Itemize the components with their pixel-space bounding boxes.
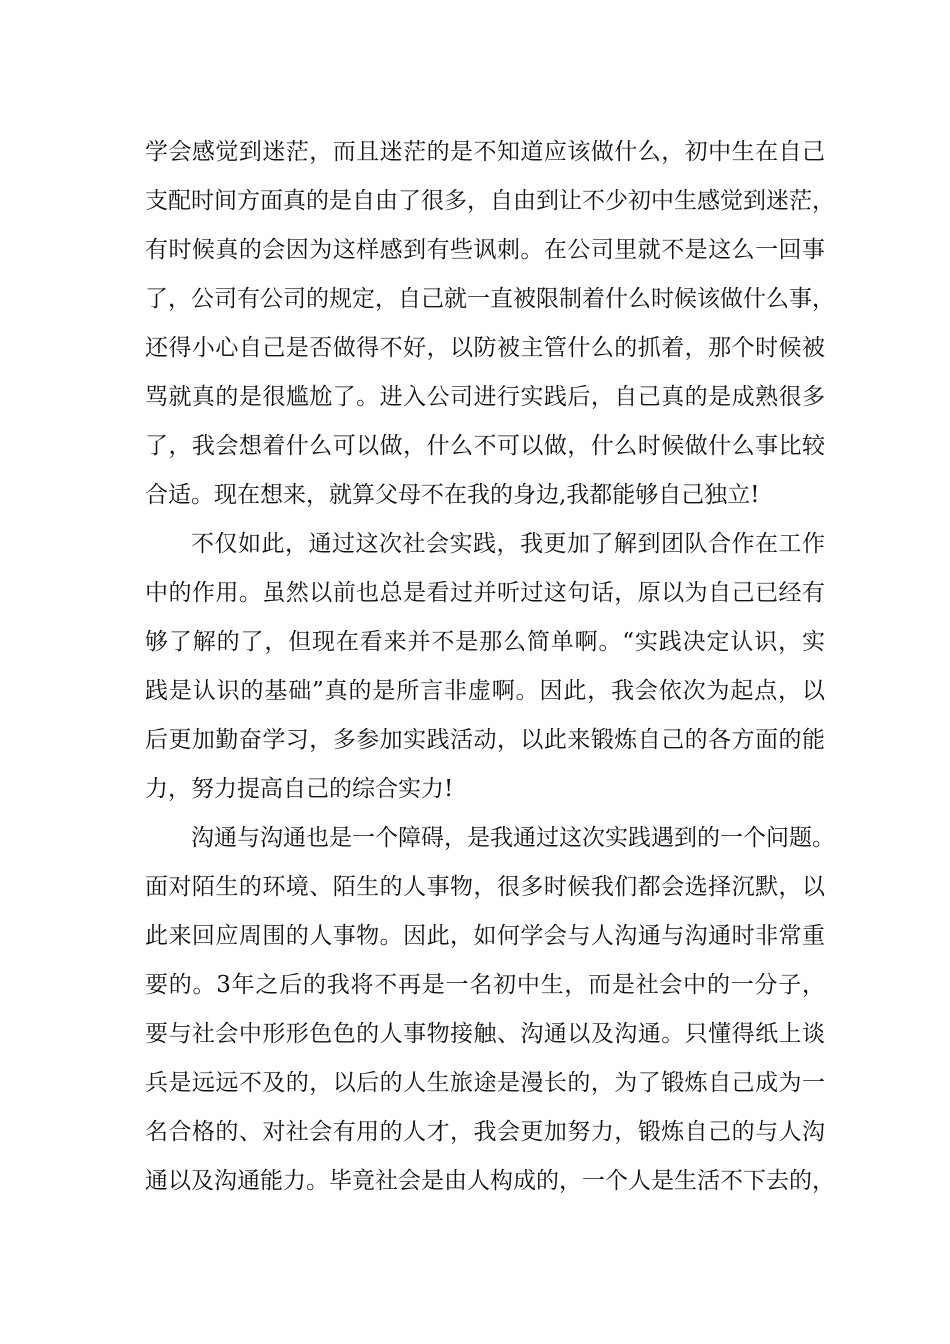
text-line: 名合格的、对社会有用的人才，我会更加努力，锻炼自己的与人沟 <box>145 1119 825 1145</box>
text-line: 还得小心自己是否做得不好，以防被主管什么的抓着，那个时候被 <box>145 335 825 361</box>
text-line: 践是认识的基础”真的是所言非虚啊。因此，我会依次为起点，以 <box>145 678 825 704</box>
text-line: 通以及沟通能力。毕竟社会是由人构成的，一个人是生活不下去的， <box>145 1168 835 1194</box>
text-line: 面对陌生的环境、陌生的人事物，很多时候我们都会选择沉默，以 <box>145 874 825 900</box>
text-line: 不仅如此，通过这次社会实践，我更加了解到团队合作在工作 <box>191 531 825 557</box>
text-line: 要与社会中形形色色的人事物接触、沟通以及沟通。只懂得纸上谈 <box>145 1021 825 1047</box>
text-line: 有时候真的会因为这样感到有些讽刺。在公司里就不是这么一回事 <box>145 237 825 263</box>
text-line: 了，我会想着什么可以做，什么不可以做，什么时候做什么事比较 <box>145 433 825 459</box>
body-text <box>145 128 835 1206</box>
text-line: 够了解的了，但现在看来并不是那么简单啊。“实践决定认识，实 <box>145 629 825 655</box>
text-line: 合适。现在想来，就算父母不在我的身边,我都能够自己独立! <box>145 482 760 508</box>
text-line: 此来回应周围的人事物。因此，如何学会与人沟通与沟通时非常重 <box>145 923 825 949</box>
text-line: 了，公司有公司的规定，自己就一直被限制着什么时候该做什么事， <box>145 286 835 312</box>
text-line: 要的。3年之后的我将不再是一名初中生，而是社会中的一分子， <box>145 972 825 998</box>
text-line: 后更加勤奋学习，多参加实践活动，以此来锻炼自己的各方面的能 <box>145 727 825 753</box>
text-line: 沟通与沟通也是一个障碍，是我通过这次实践遇到的一个问题。 <box>191 825 835 851</box>
text-line: 力，努力提高自己的综合实力! <box>145 776 454 802</box>
text-line: 骂就真的是很尴尬了。进入公司进行实践后，自己真的是成熟很多 <box>145 384 825 410</box>
text-line: 兵是远远不及的，以后的人生旅途是漫长的，为了锻炼自己成为一 <box>145 1070 825 1096</box>
text-line: 学会感觉到迷茫，而且迷茫的是不知道应该做什么，初中生在自己 <box>145 139 825 165</box>
text-line: 中的作用。虽然以前也总是看过并听过这句话，原以为自己已经有 <box>145 580 825 606</box>
text-line: 支配时间方面真的是自由了很多，自由到让不少初中生感觉到迷茫， <box>145 188 835 214</box>
